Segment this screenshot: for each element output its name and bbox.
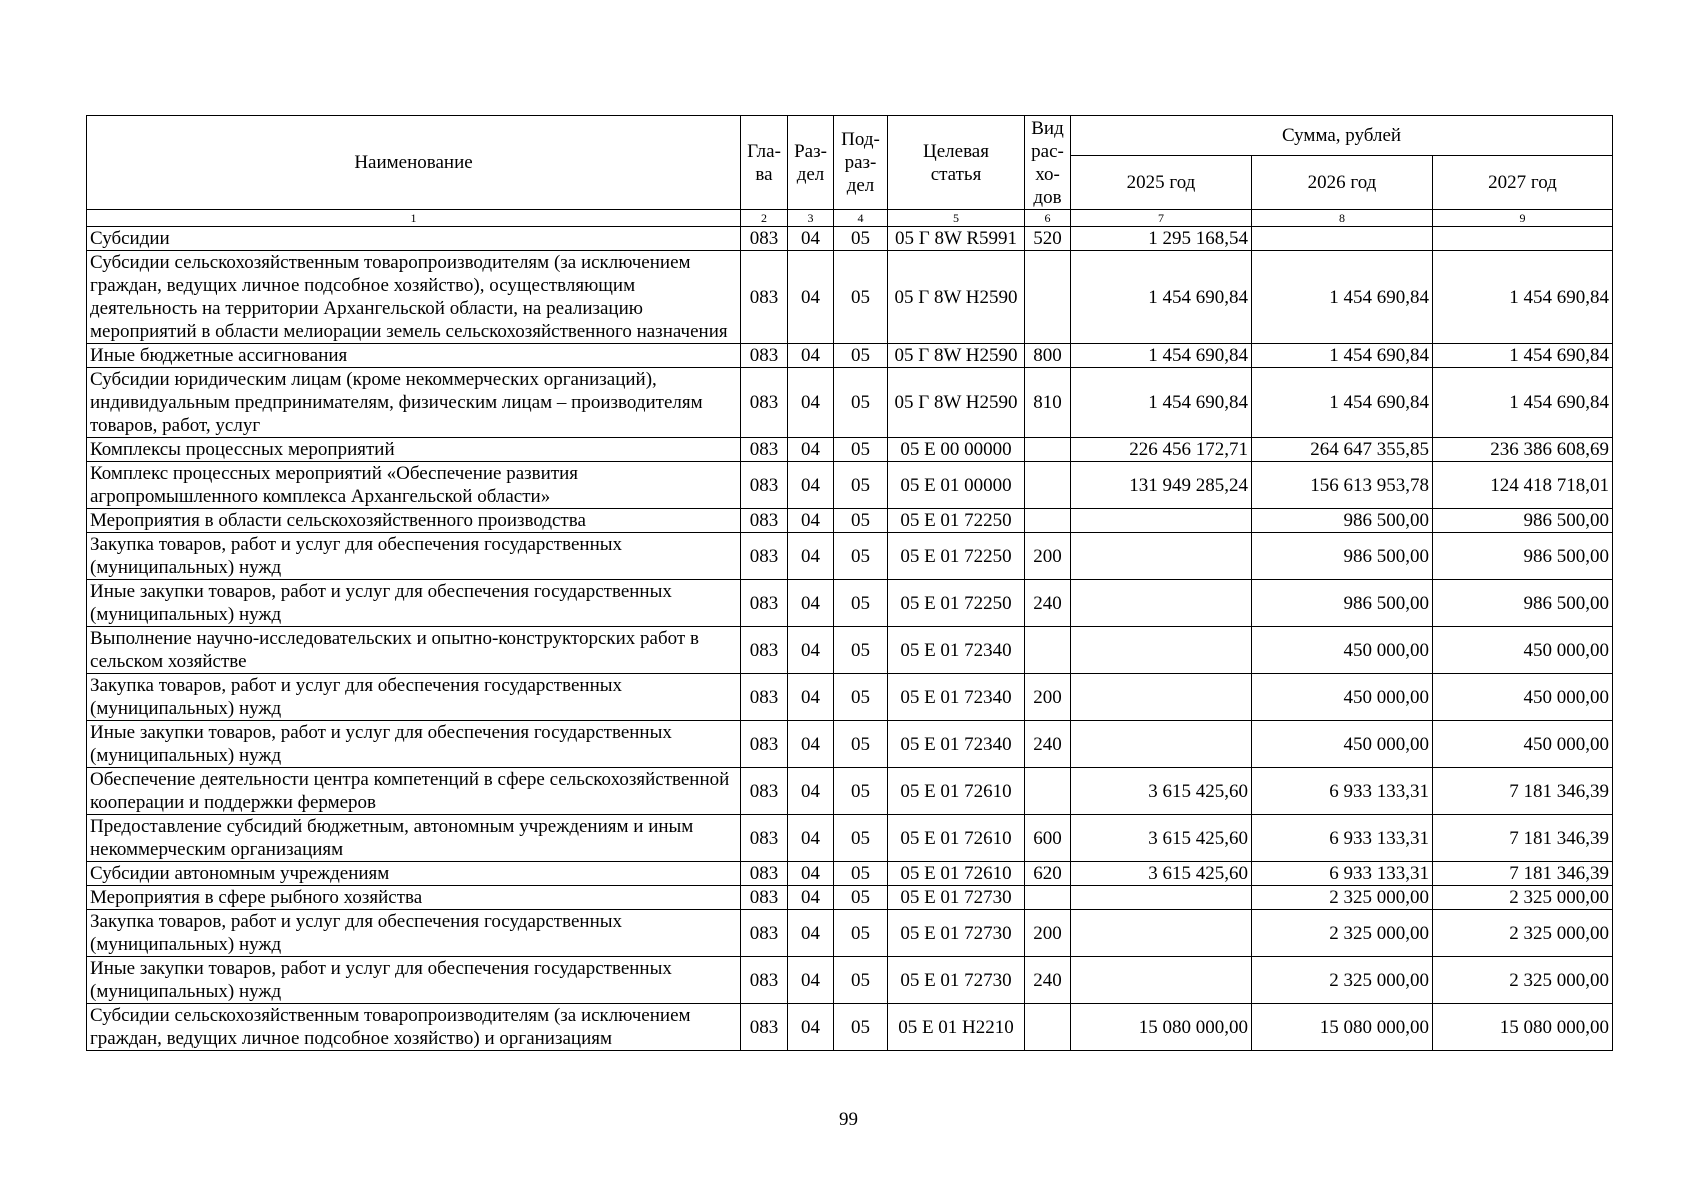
cell-vid-rashodov: 800: [1025, 344, 1071, 368]
cell-2026: 1 454 690,84: [1252, 251, 1433, 344]
cell-2027: 1 454 690,84: [1433, 344, 1613, 368]
cell-podrazdel: 05: [834, 627, 888, 674]
cell-celevaya-statya: 05 Е 01 72250: [888, 533, 1025, 580]
cell-2027: [1433, 227, 1613, 251]
header-name: Наименование: [87, 116, 741, 210]
header-year-2027: 2027 год: [1433, 156, 1613, 210]
cell-name: Обеспечение деятельности центра компетенций в сфере сельскохозяйственной кооперации и поддержки фермеров: [87, 768, 741, 815]
cell-2026: 986 500,00: [1252, 509, 1433, 533]
cell-razdel: 04: [788, 438, 834, 462]
cell-celevaya-statya: 05 Е 01 72610: [888, 815, 1025, 862]
cell-2026: 6 933 133,31: [1252, 862, 1433, 886]
cell-2027: 15 080 000,00: [1433, 1004, 1613, 1051]
cell-2025: 15 080 000,00: [1071, 1004, 1252, 1051]
header-celevaya-statya: Целевая статья: [888, 116, 1025, 210]
cell-vid-rashodov: 200: [1025, 910, 1071, 957]
cell-2025: 3 615 425,60: [1071, 768, 1252, 815]
table-row: [87, 815, 1613, 862]
cell-2026: 6 933 133,31: [1252, 768, 1433, 815]
cell-2025: 226 456 172,71: [1071, 438, 1252, 462]
header-year-2025: 2025 год: [1071, 156, 1252, 210]
column-number: 7: [1071, 210, 1252, 227]
cell-2026: 2 325 000,00: [1252, 957, 1433, 1004]
cell-celevaya-statya: 05 Е 00 00000: [888, 438, 1025, 462]
table-row: [87, 368, 1613, 438]
cell-name: Закупка товаров, работ и услуг для обеспечения государственных (муниципальных) нужд: [87, 674, 741, 721]
cell-celevaya-statya: 05 Е 01 72340: [888, 721, 1025, 768]
cell-razdel: 04: [788, 580, 834, 627]
cell-name: Иные закупки товаров, работ и услуг для обеспечения государственных (муниципальных) нужд: [87, 957, 741, 1004]
cell-2027: 986 500,00: [1433, 509, 1613, 533]
cell-name: Субсидии юридическим лицам (кроме некоммерческих организаций), индивидуальным предпринимателям, физическим лицам – производителям товаров, работ, услуг: [87, 368, 741, 438]
cell-razdel: 04: [788, 462, 834, 509]
cell-glava: 083: [741, 509, 788, 533]
cell-2026: 2 325 000,00: [1252, 910, 1433, 957]
cell-name: Закупка товаров, работ и услуг для обеспечения государственных (муниципальных) нужд: [87, 533, 741, 580]
cell-2025: [1071, 886, 1252, 910]
cell-vid-rashodov: 810: [1025, 368, 1071, 438]
cell-2027: 7 181 346,39: [1433, 862, 1613, 886]
cell-razdel: 04: [788, 368, 834, 438]
cell-podrazdel: 05: [834, 886, 888, 910]
cell-2025: 3 615 425,60: [1071, 815, 1252, 862]
cell-podrazdel: 05: [834, 462, 888, 509]
cell-2026: 156 613 953,78: [1252, 462, 1433, 509]
cell-2027: 7 181 346,39: [1433, 768, 1613, 815]
cell-name: Предоставление субсидий бюджетным, автономным учреждениям и иным некоммерческим организациям: [87, 815, 741, 862]
cell-glava: 083: [741, 227, 788, 251]
cell-2027: 2 325 000,00: [1433, 910, 1613, 957]
table-row: [87, 580, 1613, 627]
cell-celevaya-statya: 05 Е 01 Н2210: [888, 1004, 1025, 1051]
cell-2027: 236 386 608,69: [1433, 438, 1613, 462]
cell-podrazdel: 05: [834, 509, 888, 533]
cell-razdel: 04: [788, 768, 834, 815]
cell-celevaya-statya: 05 Г 8W Н2590: [888, 344, 1025, 368]
cell-razdel: 04: [788, 509, 834, 533]
cell-podrazdel: 05: [834, 344, 888, 368]
cell-name: Закупка товаров, работ и услуг для обеспечения государственных (муниципальных) нужд: [87, 910, 741, 957]
cell-2025: [1071, 580, 1252, 627]
budget-table: [86, 115, 1613, 1051]
cell-vid-rashodov: 200: [1025, 674, 1071, 721]
cell-2025: 1 454 690,84: [1071, 344, 1252, 368]
cell-vid-rashodov: 620: [1025, 862, 1071, 886]
cell-glava: 083: [741, 462, 788, 509]
column-number: 5: [888, 210, 1025, 227]
cell-podrazdel: 05: [834, 768, 888, 815]
cell-podrazdel: 05: [834, 251, 888, 344]
table-row: [87, 886, 1613, 910]
cell-podrazdel: 05: [834, 438, 888, 462]
cell-vid-rashodov: 240: [1025, 721, 1071, 768]
cell-podrazdel: 05: [834, 580, 888, 627]
cell-razdel: 04: [788, 533, 834, 580]
cell-razdel: 04: [788, 910, 834, 957]
cell-vid-rashodov: 200: [1025, 533, 1071, 580]
column-number: 4: [834, 210, 888, 227]
cell-razdel: 04: [788, 227, 834, 251]
header-razdel: Раз- дел: [788, 116, 834, 210]
column-number: 6: [1025, 210, 1071, 227]
column-number: 3: [788, 210, 834, 227]
cell-podrazdel: 05: [834, 533, 888, 580]
cell-glava: 083: [741, 368, 788, 438]
cell-razdel: 04: [788, 674, 834, 721]
cell-celevaya-statya: 05 Е 01 72340: [888, 674, 1025, 721]
header-glava: Гла- ва: [741, 116, 788, 210]
cell-razdel: 04: [788, 721, 834, 768]
cell-podrazdel: 05: [834, 721, 888, 768]
cell-celevaya-statya: 05 Е 01 72610: [888, 862, 1025, 886]
table-row: [87, 509, 1613, 533]
cell-glava: 083: [741, 862, 788, 886]
table-row: [87, 462, 1613, 509]
cell-celevaya-statya: 05 Г 8W Н2590: [888, 368, 1025, 438]
column-number-row: [87, 210, 1613, 227]
table-row: [87, 1004, 1613, 1051]
cell-2025: [1071, 910, 1252, 957]
cell-podrazdel: 05: [834, 910, 888, 957]
table-row: [87, 227, 1613, 251]
column-number: 8: [1252, 210, 1433, 227]
table-row: [87, 957, 1613, 1004]
cell-2025: [1071, 509, 1252, 533]
cell-glava: 083: [741, 344, 788, 368]
cell-2027: 986 500,00: [1433, 580, 1613, 627]
cell-2026: 450 000,00: [1252, 721, 1433, 768]
cell-vid-rashodov: [1025, 1004, 1071, 1051]
cell-vid-rashodov: [1025, 627, 1071, 674]
cell-name: Иные бюджетные ассигнования: [87, 344, 741, 368]
cell-2026: [1252, 227, 1433, 251]
cell-glava: 083: [741, 533, 788, 580]
cell-razdel: 04: [788, 251, 834, 344]
cell-2025: [1071, 721, 1252, 768]
cell-2027: 7 181 346,39: [1433, 815, 1613, 862]
cell-2026: 450 000,00: [1252, 627, 1433, 674]
cell-2025: 3 615 425,60: [1071, 862, 1252, 886]
cell-name: Субсидии автономным учреждениям: [87, 862, 741, 886]
table-row: [87, 721, 1613, 768]
cell-2027: 450 000,00: [1433, 721, 1613, 768]
cell-glava: 083: [741, 721, 788, 768]
cell-vid-rashodov: [1025, 251, 1071, 344]
cell-2026: 1 454 690,84: [1252, 344, 1433, 368]
cell-2025: 131 949 285,24: [1071, 462, 1252, 509]
cell-2025: [1071, 957, 1252, 1004]
cell-celevaya-statya: 05 Е 01 72250: [888, 509, 1025, 533]
table-row: [87, 674, 1613, 721]
cell-podrazdel: 05: [834, 957, 888, 1004]
cell-name: Субсидии сельскохозяйственным товаропроизводителям (за исключением граждан, ведущих личное подсобное хозяйство) и организациям: [87, 1004, 741, 1051]
header-podrazdel: Под- раз- дел: [834, 116, 888, 210]
table-body: [87, 227, 1613, 1051]
cell-2026: 986 500,00: [1252, 533, 1433, 580]
cell-glava: 083: [741, 627, 788, 674]
cell-2026: 986 500,00: [1252, 580, 1433, 627]
cell-glava: 083: [741, 815, 788, 862]
cell-razdel: 04: [788, 815, 834, 862]
cell-2027: 450 000,00: [1433, 674, 1613, 721]
cell-2025: [1071, 674, 1252, 721]
cell-name: Комплексы процессных мероприятий: [87, 438, 741, 462]
cell-glava: 083: [741, 1004, 788, 1051]
cell-vid-rashodov: [1025, 509, 1071, 533]
cell-podrazdel: 05: [834, 674, 888, 721]
cell-celevaya-statya: 05 Е 01 72730: [888, 886, 1025, 910]
cell-vid-rashodov: [1025, 886, 1071, 910]
cell-name: Иные закупки товаров, работ и услуг для обеспечения государственных (муниципальных) нужд: [87, 721, 741, 768]
cell-glava: 083: [741, 438, 788, 462]
cell-celevaya-statya: 05 Е 01 72250: [888, 580, 1025, 627]
cell-podrazdel: 05: [834, 227, 888, 251]
cell-glava: 083: [741, 886, 788, 910]
cell-2027: 124 418 718,01: [1433, 462, 1613, 509]
cell-2026: 6 933 133,31: [1252, 815, 1433, 862]
cell-2025: [1071, 533, 1252, 580]
cell-2027: 986 500,00: [1433, 533, 1613, 580]
cell-2026: 15 080 000,00: [1252, 1004, 1433, 1051]
cell-name: Мероприятия в области сельскохозяйственного производства: [87, 509, 741, 533]
cell-vid-rashodov: [1025, 462, 1071, 509]
header-year-2026: 2026 год: [1252, 156, 1433, 210]
cell-2026: 2 325 000,00: [1252, 886, 1433, 910]
cell-2027: 2 325 000,00: [1433, 886, 1613, 910]
cell-celevaya-statya: 05 Г 8W R5991: [888, 227, 1025, 251]
header-vid-rashodov: Вид рас- хо- дов: [1025, 116, 1071, 210]
cell-2026: 264 647 355,85: [1252, 438, 1433, 462]
page-number: 99: [839, 1109, 858, 1130]
cell-name: Субсидии: [87, 227, 741, 251]
cell-2027: 1 454 690,84: [1433, 368, 1613, 438]
cell-glava: 083: [741, 674, 788, 721]
cell-name: Выполнение научно-исследовательских и опытно-конструкторских работ в сельском хозяйстве: [87, 627, 741, 674]
column-number: 9: [1433, 210, 1613, 227]
cell-name: Иные закупки товаров, работ и услуг для обеспечения государственных (муниципальных) нужд: [87, 580, 741, 627]
cell-2027: 1 454 690,84: [1433, 251, 1613, 344]
cell-celevaya-statya: 05 Е 01 72340: [888, 627, 1025, 674]
cell-glava: 083: [741, 768, 788, 815]
cell-celevaya-statya: 05 Г 8W Н2590: [888, 251, 1025, 344]
table-row: [87, 768, 1613, 815]
cell-2025: [1071, 627, 1252, 674]
header-summa: Сумма, рублей: [1071, 116, 1613, 156]
cell-razdel: 04: [788, 862, 834, 886]
cell-2025: 1 454 690,84: [1071, 251, 1252, 344]
table-row: [87, 862, 1613, 886]
cell-name: Субсидии сельскохозяйственным товаропроизводителям (за исключением граждан, ведущих личное подсобное хозяйство), осуществляющим деятельность на территории Архангельской области, на реализацию мероприятий в области мелиорации земель сельскохозяйственного назначения: [87, 251, 741, 344]
cell-celevaya-statya: 05 Е 01 72730: [888, 910, 1025, 957]
cell-podrazdel: 05: [834, 368, 888, 438]
cell-glava: 083: [741, 957, 788, 1004]
table-row: [87, 627, 1613, 674]
cell-razdel: 04: [788, 627, 834, 674]
column-number: 1: [87, 210, 741, 227]
column-number: 2: [741, 210, 788, 227]
cell-2027: 450 000,00: [1433, 627, 1613, 674]
cell-podrazdel: 05: [834, 1004, 888, 1051]
cell-vid-rashodov: [1025, 438, 1071, 462]
table-row: [87, 251, 1613, 344]
cell-glava: 083: [741, 910, 788, 957]
table-row: [87, 533, 1613, 580]
cell-glava: 083: [741, 580, 788, 627]
cell-podrazdel: 05: [834, 862, 888, 886]
cell-razdel: 04: [788, 1004, 834, 1051]
cell-razdel: 04: [788, 886, 834, 910]
table-row: [87, 438, 1613, 462]
cell-name: Мероприятия в сфере рыбного хозяйства: [87, 886, 741, 910]
cell-2025: 1 454 690,84: [1071, 368, 1252, 438]
table-header: [87, 116, 1613, 227]
cell-name: Комплекс процессных мероприятий «Обеспечение развития агропромышленного комплекса Архангельской области»: [87, 462, 741, 509]
cell-celevaya-statya: 05 Е 01 00000: [888, 462, 1025, 509]
cell-celevaya-statya: 05 Е 01 72730: [888, 957, 1025, 1004]
cell-2025: 1 295 168,54: [1071, 227, 1252, 251]
cell-2026: 1 454 690,84: [1252, 368, 1433, 438]
table-row: [87, 910, 1613, 957]
cell-razdel: 04: [788, 957, 834, 1004]
cell-razdel: 04: [788, 344, 834, 368]
cell-vid-rashodov: [1025, 768, 1071, 815]
cell-2026: 450 000,00: [1252, 674, 1433, 721]
cell-podrazdel: 05: [834, 815, 888, 862]
cell-vid-rashodov: 600: [1025, 815, 1071, 862]
cell-2027: 2 325 000,00: [1433, 957, 1613, 1004]
cell-glava: 083: [741, 251, 788, 344]
cell-vid-rashodov: 240: [1025, 957, 1071, 1004]
table-row: [87, 344, 1613, 368]
cell-celevaya-statya: 05 Е 01 72610: [888, 768, 1025, 815]
cell-vid-rashodov: 520: [1025, 227, 1071, 251]
cell-vid-rashodov: 240: [1025, 580, 1071, 627]
